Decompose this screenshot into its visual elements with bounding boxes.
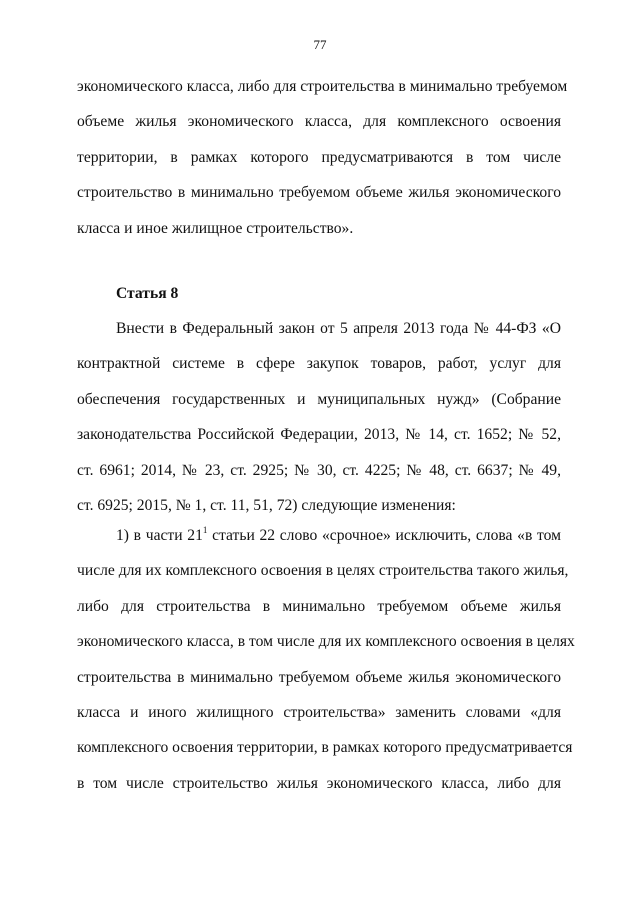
text-line: экономического класса, либо для строительства в минимально требуемом: [77, 78, 568, 95]
text-line: строительство в минимально требуемом объеме жилья экономического: [77, 184, 561, 202]
continuation-paragraph: [77, 77, 568, 254]
text-line: территории, в рамках которого предусматриваются в том числе: [77, 148, 561, 166]
text-line: класса и иное жилищное строительство».: [77, 219, 354, 237]
article-heading: Статья 8: [116, 285, 179, 302]
superscript-index: 1: [202, 525, 208, 535]
text-line: комплексного освоения территории, в рамках которого предусматривается: [77, 739, 573, 757]
text-line: ст. 6925; 2015, № 1, ст. 11, 51, 72) следующие изменения:: [77, 496, 456, 514]
text-line: класса и иного жилищного строительства» заменить словами «для: [77, 703, 561, 721]
text-line: законодательства Российской Федерации, 2013, № 14, ст. 1652; № 52,: [77, 426, 561, 444]
text-line: объеме жилья экономического класса, для комплексного освоения: [77, 113, 561, 131]
text-line: числе для их комплексного освоения в целях строительства такого жилья,: [77, 562, 569, 580]
item-1-text-rest: статьи 22 слово «срочное» исключить, слова «в том: [207, 527, 561, 544]
text-line: контрактной системе в сфере закупок товаров, работ, услуг для: [77, 355, 561, 373]
text-line: ст. 6961; 2014, № 23, ст. 2925; № 30, ст. 4225; № 48, ст. 6637; № 49,: [77, 461, 561, 479]
item-1-text-start: 1) в части 21: [116, 527, 203, 544]
text-line: строительства в минимально требуемом объеме жилья экономического: [77, 668, 561, 686]
text-line: в том числе строительство жилья экономического класса, либо для: [77, 774, 561, 792]
page-number: 77: [313, 37, 327, 52]
text-line: экономического класса, в том числе для их комплексного освоения в целях: [77, 633, 575, 651]
text-line: либо для строительства в минимально требуемом объеме жилья: [77, 597, 561, 615]
text-line-with-superscript: [77, 526, 561, 561]
text-line: Внести в Федеральный закон от 5 апреля 2013 года № 44-ФЗ «О: [116, 320, 561, 337]
item-1-paragraph: [77, 525, 575, 809]
text-line: обеспечения государственных и муниципальных нужд» (Собрание: [77, 390, 561, 408]
article-intro-paragraph: [77, 319, 561, 531]
